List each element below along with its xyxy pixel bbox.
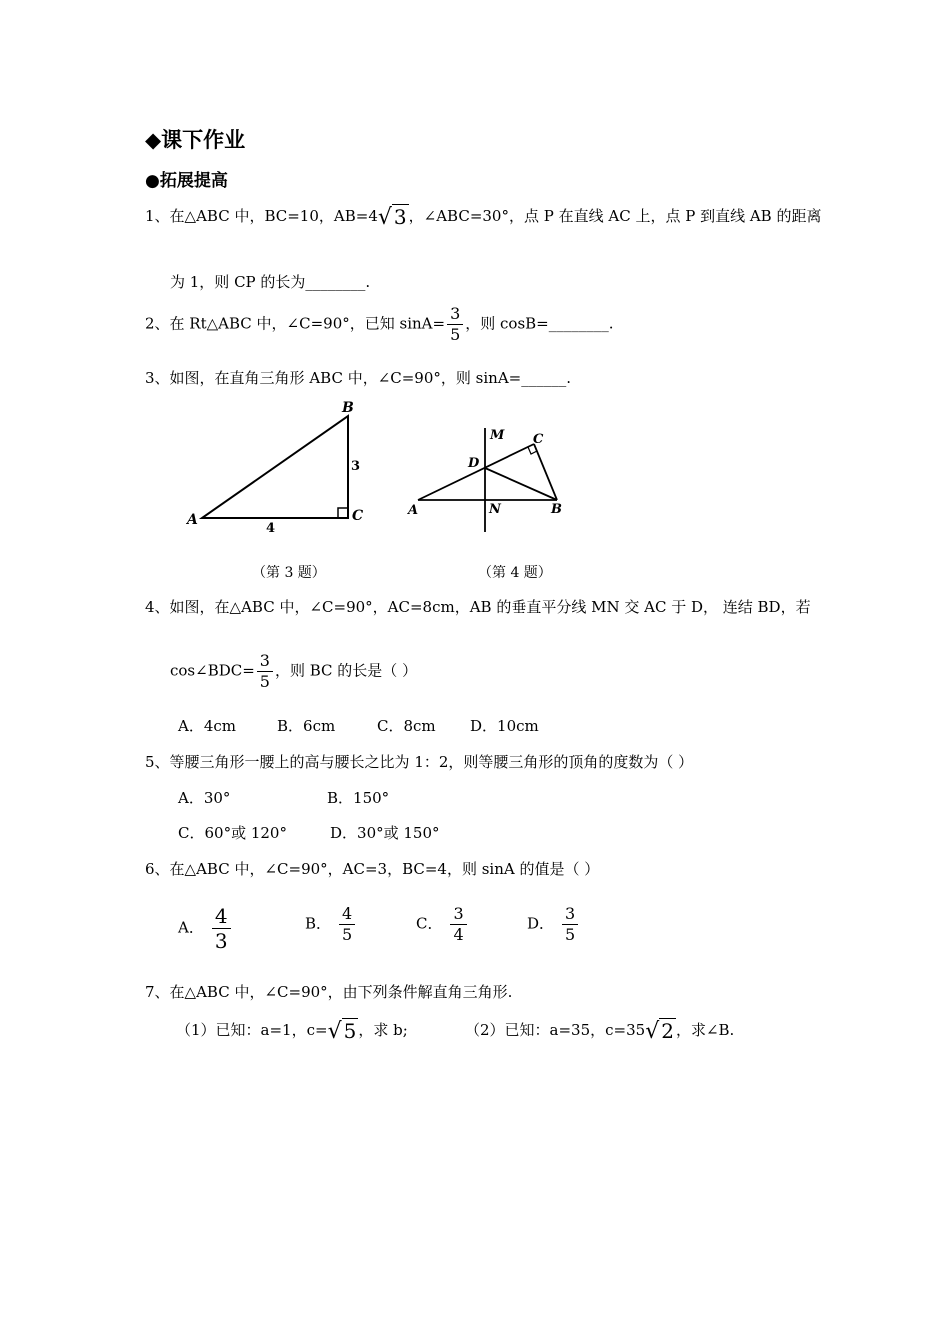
fig3-label-b: B: [342, 400, 354, 416]
q6-option-a: A． $\frac{4}{3}$: [178, 906, 233, 951]
q5-option-b: B．150°: [327, 789, 390, 807]
q7-sub1-sqrt: √ 5: [327, 1018, 357, 1044]
question-6: 6、在△ABC 中，∠C=90°，AC=3，BC=4，则 sinA 的值是（ ）: [145, 860, 600, 878]
question-2: [145, 306, 614, 343]
fig3-side-ac: 4: [266, 521, 276, 536]
section-title: ◆课下作业: [145, 128, 246, 152]
q6-option-d: D． $\frac{3}{5}$: [527, 906, 580, 943]
question-4-line2: [170, 653, 417, 690]
subsection-title: ●拓展提高: [145, 171, 228, 191]
q2-part2: ，则 cosB=________.: [465, 314, 614, 333]
q4-cos-prefix: cos∠BDC=: [170, 661, 255, 680]
q4-cos-suffix: ，则 BC 的长是（ ）: [274, 661, 418, 680]
q6-d-fraction: $\frac{3}{5}$: [562, 906, 578, 943]
figure-3-caption: （第 3 题）: [252, 565, 326, 581]
q1-part2: ，∠ABC=30°，点 P 在直线 AC 上，点 P 到直线 AB 的距离: [408, 207, 822, 225]
q5-option-d: D．30°或 150°: [330, 824, 440, 842]
fig4-label-d: D: [468, 456, 480, 471]
question-1-line2: 为 1，则 CP 的长为________.: [170, 273, 371, 291]
q7-sub2-sqrt: √ 2: [645, 1018, 674, 1044]
q1-part1: 1、在△ABC 中，BC=10，AB=4: [145, 207, 378, 225]
question-4: 4、如图，在△ABC 中，∠C=90°，AC=8cm，AB 的垂直平分线 MN 交 AC 于 D， 连结 BD，若: [145, 598, 811, 616]
q4-option-a: A．4cm: [178, 717, 237, 735]
q4-option-b: B．6cm: [277, 717, 336, 735]
q5-option-a: A．30°: [178, 789, 231, 807]
fig4-label-c: C: [533, 432, 544, 447]
fig3-label-c: C: [352, 508, 364, 524]
figure-3-triangle: [180, 398, 380, 538]
fig4-label-m: M: [490, 428, 505, 443]
question-5: 5、等腰三角形一腰上的高与腰长之比为 1：2，则等腰三角形的顶角的度数为（ ）: [145, 753, 694, 771]
q6-a-fraction: $\frac{4}{3}$: [212, 906, 231, 951]
q1-sqrt: √ 3: [377, 204, 407, 230]
q6-option-b: B． $\frac{4}{5}$: [305, 906, 357, 943]
q4-option-c: C．8cm: [377, 717, 436, 735]
figure-4-caption: （第 4 题）: [478, 565, 552, 581]
question-1: [145, 206, 821, 228]
q6-c-fraction: $\frac{3}{4}$: [450, 906, 466, 943]
q4-option-d: D．10cm: [470, 717, 539, 735]
fig3-side-bc: 3: [351, 459, 361, 474]
q6-option-c: C． $\frac{3}{4}$: [416, 906, 469, 943]
q2-fraction: $\frac{3}{5}$: [447, 306, 463, 343]
fig4-label-b: B: [551, 502, 562, 517]
fig4-label-a: A: [408, 503, 419, 518]
question-7: 7、在△ABC 中，∠C=90°，由下列条件解直角三角形.: [145, 983, 513, 1001]
q4-fraction: $\frac{3}{5}$: [257, 653, 273, 690]
q6-b-fraction: $\frac{4}{5}$: [339, 906, 355, 943]
q2-part1: 2、在 Rt△ABC 中，∠C=90°，已知 sinA=: [145, 314, 446, 333]
q5-option-c: C．60°或 120°: [178, 824, 287, 842]
q7-sub1: （1）已知：a=1，c=√ 5 ，求 b;: [176, 1018, 408, 1044]
question-3: 3、如图，在直角三角形 ABC 中，∠C=90°，则 sinA=______.: [145, 369, 571, 387]
figure-4-diagram: [400, 420, 580, 540]
q7-sub2: （2）已知：a=35，c=35√ 2 ，求∠B.: [465, 1018, 735, 1044]
fig3-label-a: A: [187, 512, 198, 528]
fig4-label-n: N: [489, 502, 501, 517]
